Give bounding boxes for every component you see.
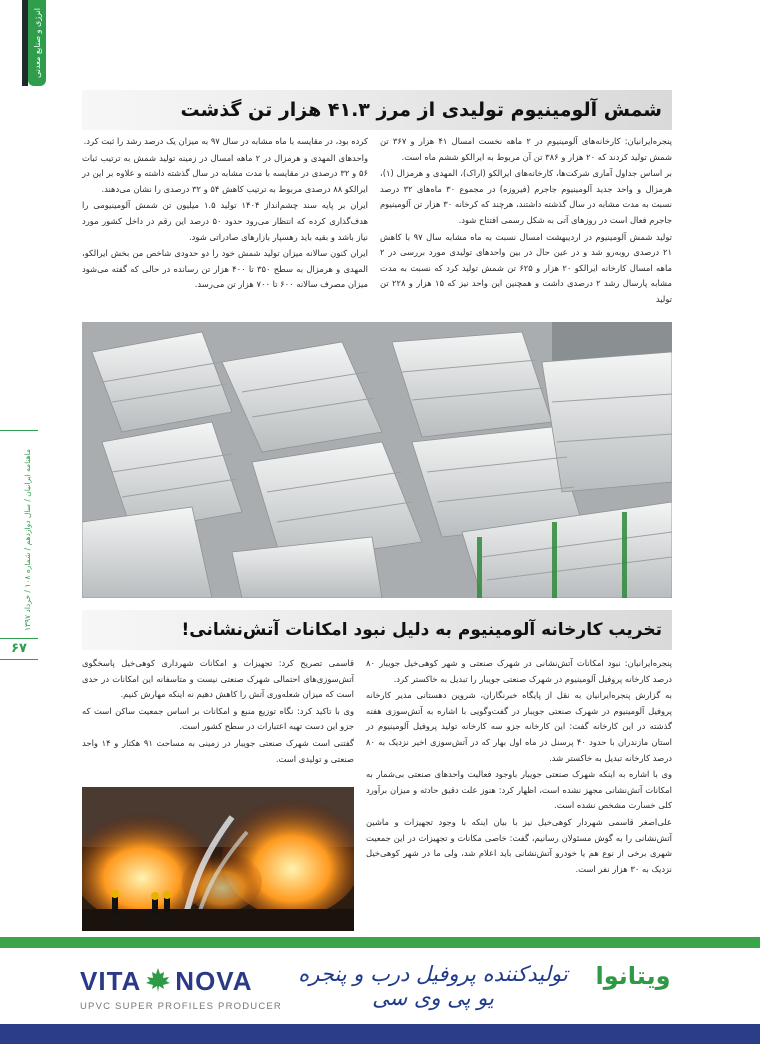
article1-headline: شمش آلومینیوم تولیدی از مرز ۴۱.۳ هزار تن گذشت xyxy=(82,90,672,130)
maple-leaf-icon xyxy=(145,967,171,997)
article2-left-column xyxy=(82,656,354,768)
article1-paragraph: ایران کنون سالانه میزان تولید شمش خود را دو حدودی شاخص من بخش ایرالکو، المهدی و هرمزال به سطح ۳۵۰ تا ۴۰۰ هزار تن رسانده در حالی که گفته می‌شود میزان مصرف سالانه ۶۰۰ تا ۷۰۰ هزار تن می‌رسد. xyxy=(82,248,369,290)
article1-paragraph: کرده بود، در مقایسه با ماه مشابه در سال ۹۷ به میزان یک درصد رشد را ثبت کرد. xyxy=(83,136,368,146)
section-tab xyxy=(28,0,46,86)
article2-paragraph: علی‌اصغر قاسمی شهردار کوهی‌خیل نیز با بیان اینکه با وجود تجهیزات و ماشین آتش‌نشانی را به گوش مسئولان رسانیم، گفت: خاصی مکانات و تجهیزات در این جمعیت شهری برخی از نوع هم یا خودرو آتش‌نشانی باید اعلام شد، ولی ما در شهر کوهی‌خیل نزدیک به ۳۰ هزار نفر است. xyxy=(366,816,672,874)
ingots-illustration xyxy=(82,322,672,598)
factory-fire-photo xyxy=(82,787,354,931)
brand-slogan-persian: تولیدکننده پروفیل درب و پنجره یو پی وی سی xyxy=(298,962,568,1010)
issue-info-label: ماهنامه ایرانیان / سال دوازدهم / شماره ۱۰۸ / خرداد ۱۳۹۷ xyxy=(22,449,32,631)
section-tab-label: انرژی و صنایع معدنی xyxy=(32,8,42,78)
article1-paragraph: واحدهای المهدی و هرمزال در ۲ ماهه امسال در زمینه تولید شمش به ترتیب ثبات ۵۶ و ۳۲ درصدی در مقایسه با مدت مشابه در سال گذشته داشته و علاوه بر این در ایرالکو ۸۸ درصدی مربوط به ترتیب کاهش ۵۴ و ۳۲ درصدی را نشان می‌دهند. xyxy=(82,152,369,194)
brand-name-persian: ویتانوا xyxy=(595,962,671,990)
article2-headline: تخریب کارخانه آلومینیوم به دلیل نبود امکانات آتش‌نشانی! xyxy=(82,610,672,650)
article1-paragraph: ایران بر پایه سند چشم‌انداز ۱۴۰۴ تولید ۱.۵ میلیون تن شمش آلومینیومی را هدف‌گذاری کرده که انتظار می‌رود حدود ۵۰ درصد این رقم در داخل کشور مورد نیاز باشد و بقیه باید رهسپار بازارهای صادراتی شود. xyxy=(82,200,369,242)
page-number: ۶۷ xyxy=(0,638,38,660)
article1-paragraph: بر اساس جداول آماری شرکت‌ها، کارخانه‌های ایرالکو (اراک)، المهدی و هرمزال (۱)، هرمزال و واحد جدید آلومینیوم جاجرم (فیروزه) در مجموع ۳۰ ماه‌های ۳۲ درصد نسبت به مدت مشابه در سال گذشته داشتند، هرچند که کرخانه ۳۰ هزار تن آلومینیوم جاجرم فعال است در روزهای آتی به شکل رسمی افتتاح شود. xyxy=(380,168,673,225)
aluminium-ingots-photo xyxy=(82,322,672,598)
article2-paragraph: وی با تاکید کرد: نگاه توزیع منبع و امکانات بر اساس جمعیت ساکن است که جزو این دست تهیه اعتبارات در سطح کشور است. xyxy=(82,705,354,732)
side-divider xyxy=(0,430,38,431)
issue-info xyxy=(20,440,34,640)
article1-paragraph: پنجره‌ایرانیان: کارخانه‌های آلومینیوم در ۲ ماهه نخست امسال ۴۱ هزار و ۳۶۷ تن شمش تولید کردند که ۲۰ هزار و ۳۸۶ تن آن مربوط به ایرالکو ششم ماه است. xyxy=(380,136,672,162)
article2-paragraph: قاسمی تصریح کرد: تجهیزات و امکانات شهرداری کوهی‌خیل پاسخگوی آتش‌سوزی‌های احتمالی شهرک صنعتی نیست و متاسفانه این امکانات در حدی است که میزان شعله‌وری آتش را کاهش دهیم نه اینکه مهارش کنیم. xyxy=(82,658,354,700)
fire-illustration xyxy=(82,787,354,931)
article2-paragraph: گفتنی است شهرک صنعتی جویبار در زمینی به مساحت ۹۱ هکتار و ۱۴ واحد صنعتی و تولیدی است. xyxy=(82,737,355,764)
article1-paragraph: تولید شمش آلومینیوم در اردیبهشت امسال نسبت به ماه مشابه سال ۹۷ با کاهش ۲۱ درصدی روبه‌رو شد و در عین حال در بین واحدهای تولیدی مورد بررسی در ۲ ماهه امسال کارخانه ایرالکو ۲۰ هزار و ۶۲۵ تن شمش تولید کرد که نسبت به مدت مشابه پارسال رشد ۲ درصدی داشت و همچنین این واحد نیز که ۱۵ هزار و ۲۲۸ تن تولید xyxy=(380,231,673,304)
brand-tagline: UPVC SUPER PROFILES PRODUCER xyxy=(80,1001,282,1012)
ad-top-band xyxy=(0,937,760,948)
article2-paragraph: به گزارش پنجره‌ایرانیان به نقل از پایگاه خبرنگاران، شروین دهستانی مدیر کارخانه پروفیل آلومینیوم در شهرک صنعتی جویبار در گفت‌وگویی با اشاره به آتش‌سوزی هفته گذشته در این کارخانه گفت: این کارخانه جزو سه کارخانه تولید پروفیل آلومینیوم در استان مازندران با حدود ۴۰ پرسنل در ماه اول بهار که در آتش‌سوزی اخیر نزدیک به ۸۰ درصد کارخانه تبدیل به خاکستر شد. xyxy=(366,690,672,763)
article1-left-column xyxy=(82,134,368,294)
vitanova-logo xyxy=(80,966,253,997)
ad-bottom-band xyxy=(0,1024,760,1044)
article2-paragraph: وی با اشاره به اینکه شهرک صنعتی جویبار باوجود فعالیت واحدهای صنعتی بی‌شمار به امکانات آتش‌نشانی مجهز نشده است، اظهار کرد: هنوز علت دقیق حادثه و میزان برآورد کلی خسارت مشخص نشده است. xyxy=(366,769,672,811)
logo-word-nova: NOVA xyxy=(175,966,253,996)
logo-word-vita: VITA xyxy=(80,966,142,996)
article2-right-column xyxy=(366,656,672,878)
article2-paragraph: پنجره‌ایرانیان: نبود امکانات آتش‌نشانی در شهرک صنعتی و شهر کوهی‌خیل جویبار ۸۰ درصد کارخانه پروفیل آلومینیوم در شهرک صنعتی جویبار را تبدیل به خاکستر کرد. xyxy=(366,658,672,684)
article1-right-column xyxy=(380,134,672,309)
